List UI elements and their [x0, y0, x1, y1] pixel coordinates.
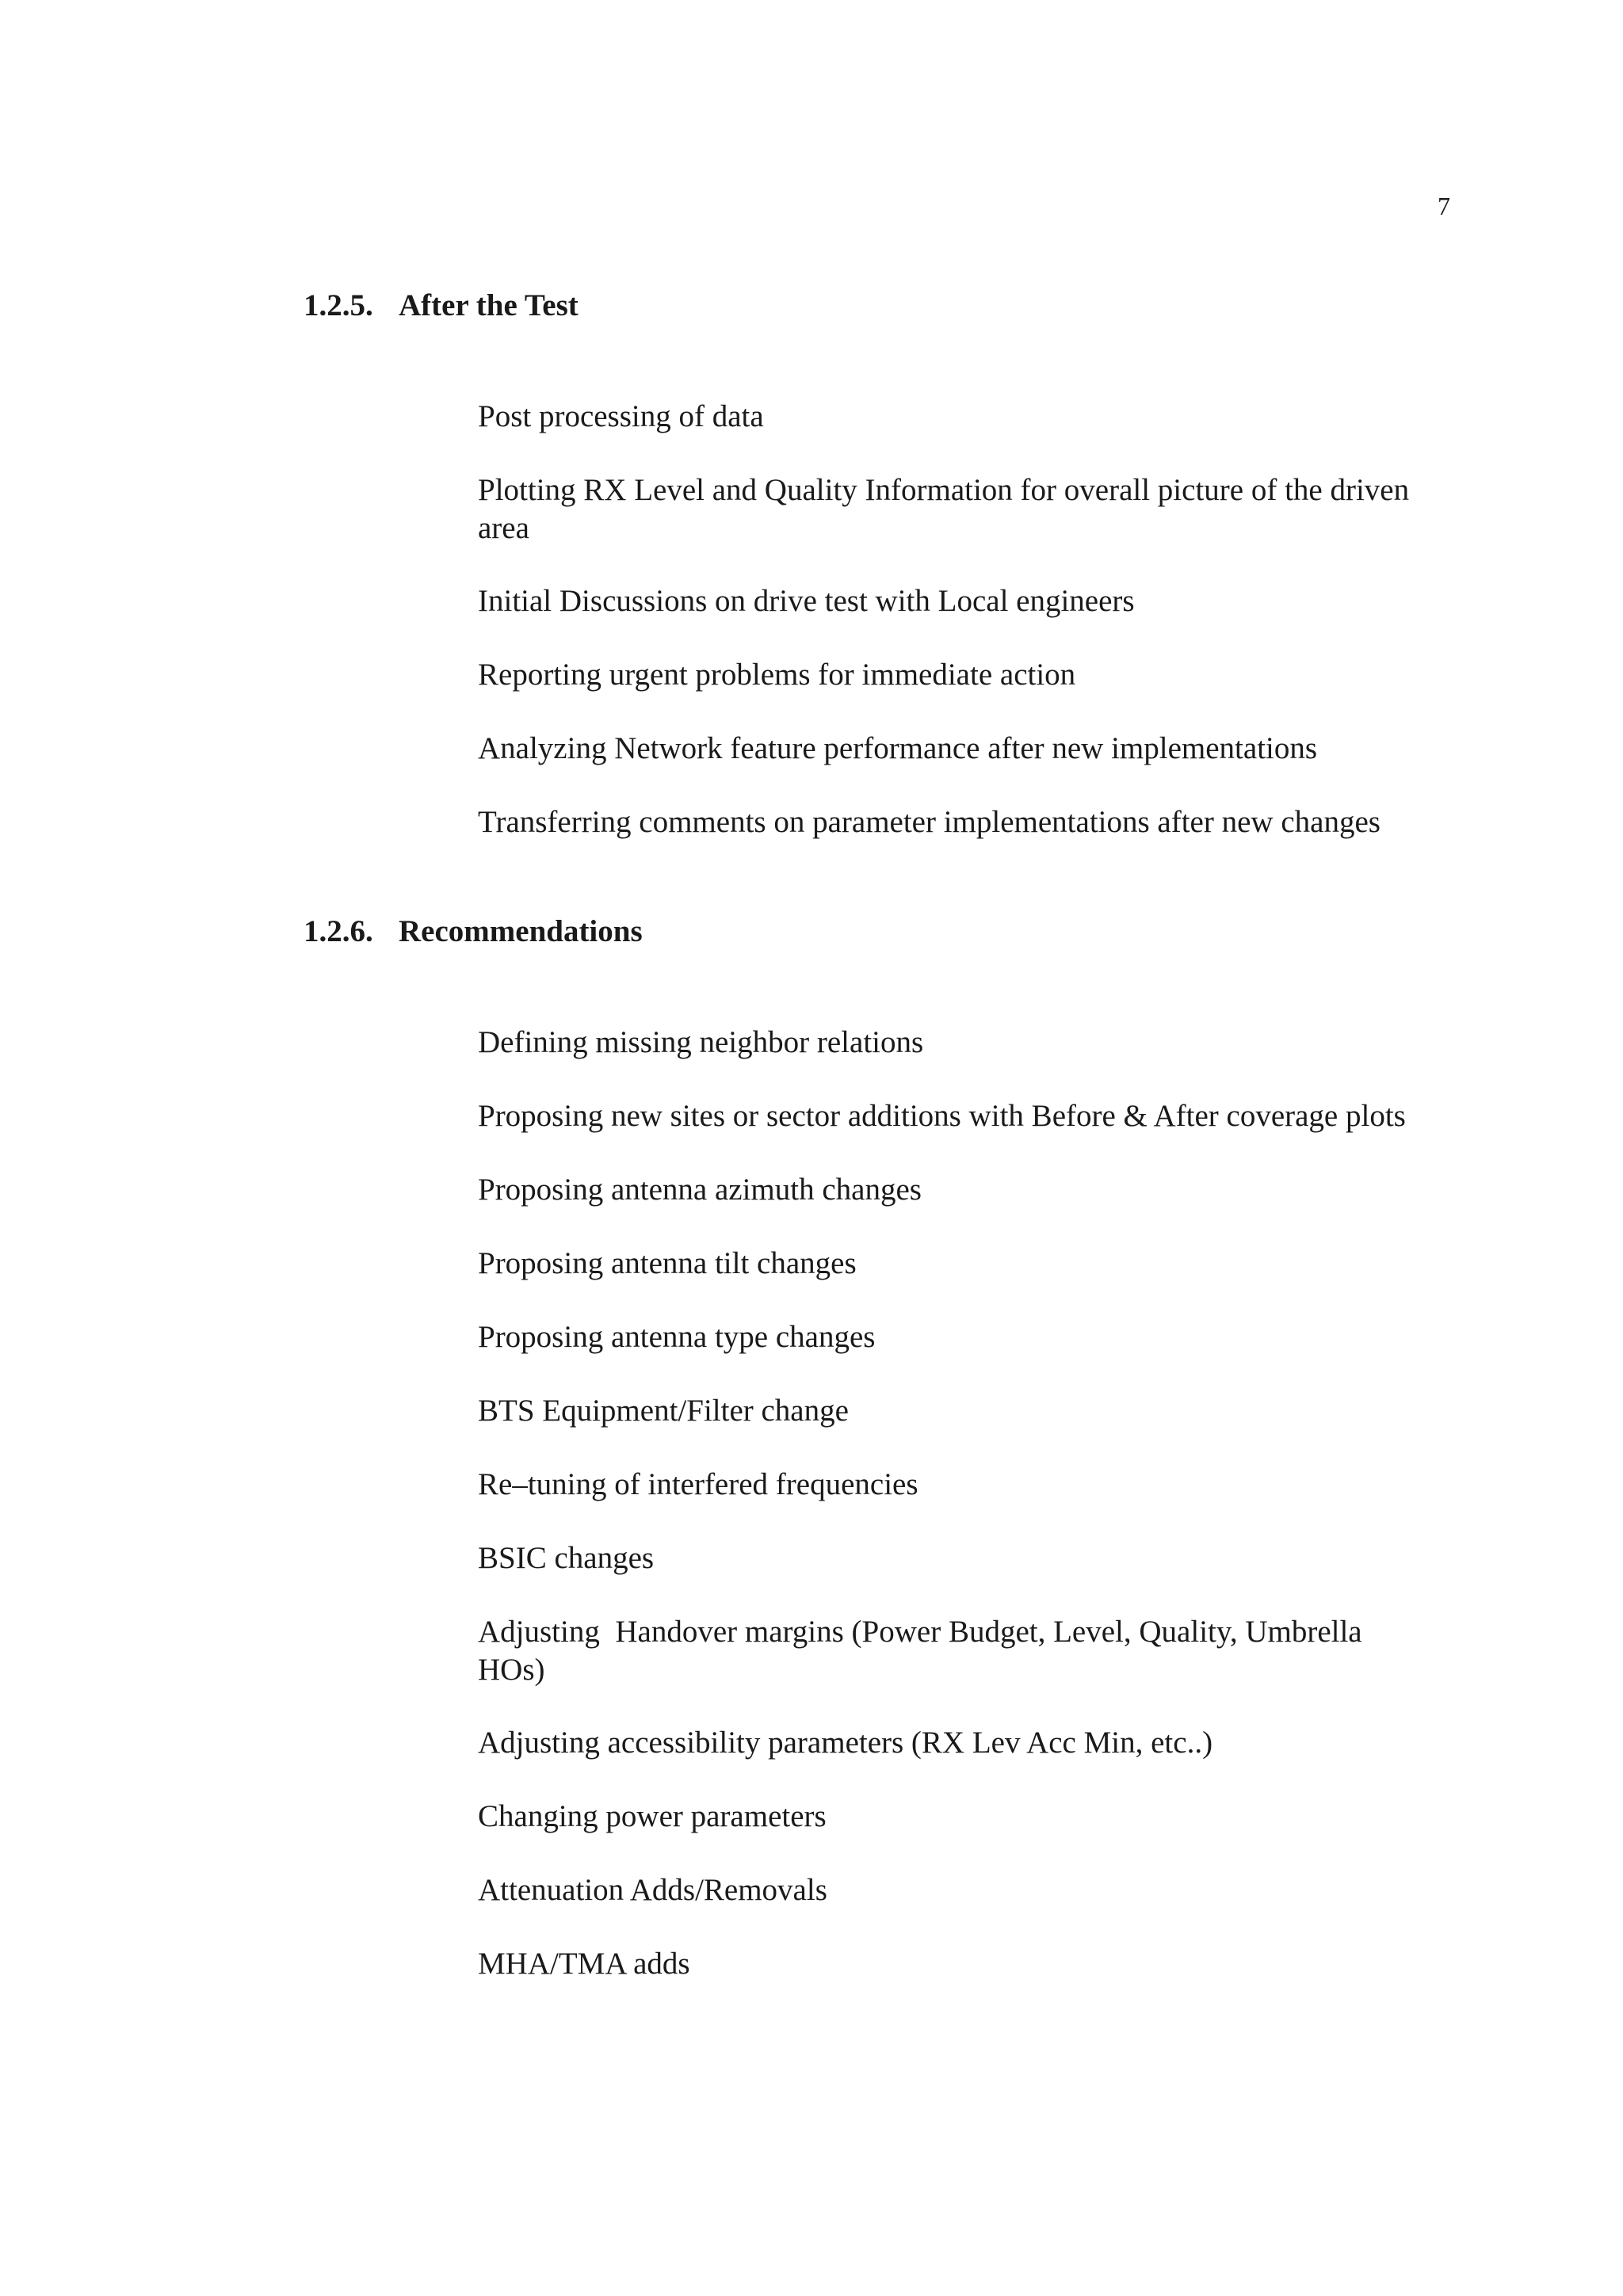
list-item: Post processing of data — [478, 399, 764, 433]
list-item: BTS Equipment/Filter change — [478, 1394, 849, 1428]
page-number: 7 — [1438, 192, 1450, 220]
list-item: Transferring comments on parameter implementations after new changes — [478, 805, 1381, 839]
list-item: MHA/TMA adds — [478, 1947, 690, 1981]
section-title: Recommendations — [399, 914, 643, 948]
list-item: Adjusting accessibility parameters (RX Lev Acc Min, etc..) — [478, 1726, 1213, 1760]
list-item: Proposing antenna type changes — [478, 1320, 876, 1354]
list-item: BSIC changes — [478, 1541, 655, 1575]
section-heading-recommendations — [304, 913, 643, 950]
list-item: Reporting urgent problems for immediate action — [478, 658, 1076, 692]
section-title: After the Test — [399, 288, 579, 322]
section-number: 1.2.6. — [304, 914, 373, 948]
list-item: Proposing antenna azimuth changes — [478, 1173, 922, 1207]
list-item: Attenuation Adds/Removals — [478, 1873, 827, 1907]
section-number: 1.2.5. — [304, 288, 373, 322]
list-item: Adjusting Handover margins (Power Budget, Level, Quality, Umbrella HOs) — [478, 1615, 1370, 1687]
section-heading-after-the-test — [304, 288, 579, 324]
list-item: Proposing new sites or sector additions with Before & After coverage plots — [478, 1099, 1406, 1133]
list-item: Plotting RX Level and Quality Information for overall picture of the driven area — [478, 473, 1410, 545]
list-item: Analyzing Network feature performance after new implementations — [478, 731, 1318, 765]
list-item: Defining missing neighbor relations — [478, 1025, 924, 1059]
list-item: Proposing antenna tilt changes — [478, 1246, 857, 1280]
list-item: Changing power parameters — [478, 1799, 827, 1833]
list-item: Initial Discussions on drive test with Local engineers — [478, 584, 1135, 618]
list-item: Re–tuning of interfered frequencies — [478, 1467, 918, 1501]
